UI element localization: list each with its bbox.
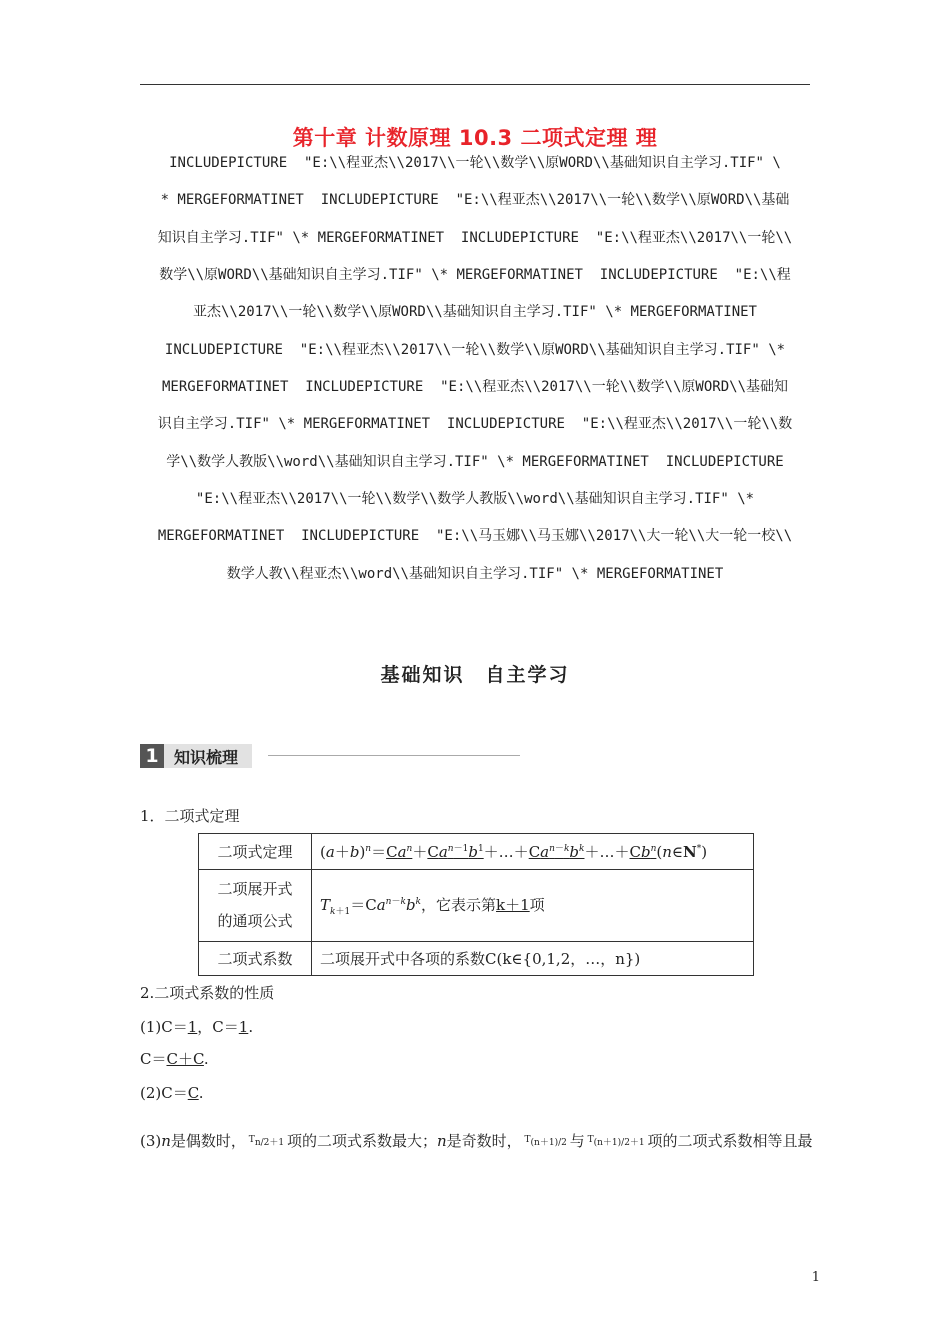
property-3: (3)n是偶数时， $T_{n/2+1}$ 项的二项式系数最大；n是奇数时， $T_{(n+1)/2}$ 与 $T_{(n+1)/2+1}$ 项的二项式系数相等且最 <box>140 1132 813 1150</box>
field-code-line: 数学人教\\程亚杰\\word\\基础知识自主学习.TIF" \* MERGEFORMATINET <box>226 566 724 582</box>
p2-end: . <box>198 1084 204 1102</box>
page-title: 第十章 计数原理 10.3 二项式定理 理 <box>292 126 658 150</box>
middle-term-even: $T_{n/2+1}$ <box>245 1134 285 1148</box>
row1-label: 二项式定理 <box>199 834 312 870</box>
table-row <box>199 834 754 870</box>
row2-unit: 项 <box>529 896 545 914</box>
field-code-line: 亚杰\\2017\\一轮\\数学\\原WORD\\基础知识自主学习.TIF" \* MERGEFORMATINET <box>192 304 757 320</box>
table-row <box>199 870 754 942</box>
p3-a: (3) <box>140 1132 162 1150</box>
page-number: 1 <box>811 1270 820 1285</box>
field-code-line: * MERGEFORMATINET INCLUDEPICTURE "E:\\程亚杰\\2017\\一轮\\数学\\原WORD\\基础 <box>160 192 790 208</box>
property-1 <box>140 1016 253 1037</box>
field-code-line: MERGEFORMATINET INCLUDEPICTURE "E:\\马玉娜\\马玉娜\\2017\\大一轮\\大一轮一校\\ <box>157 528 793 544</box>
p3-c: 项的二项式系数最大； <box>286 1132 437 1150</box>
field-code-line: "E:\\程亚杰\\2017\\一轮\\数学\\数学人教版\\word\\基础知识自主学习.TIF" \* <box>195 491 755 507</box>
p1b-prefix: C＝ <box>140 1050 167 1068</box>
row2-label <box>199 870 312 942</box>
p1-end: . <box>248 1018 254 1036</box>
item1-heading: 1．二项式定理 <box>140 807 240 825</box>
field-code-line: 识自主学习.TIF" \* MERGEFORMATINET INCLUDEPICTURE "E:\\程亚杰\\2017\\一轮\\数 <box>157 416 793 432</box>
row2-label-line2: 的通项公式 <box>217 911 293 930</box>
binomial-theorem-table <box>198 833 754 976</box>
row2-text: ，它表示第 <box>421 896 497 914</box>
badge-label: 知识梳理 <box>164 744 252 768</box>
section-badge <box>140 744 252 768</box>
p2-value: C <box>187 1084 199 1102</box>
p3-e: 与 <box>569 1132 585 1150</box>
field-code-line: 知识自主学习.TIF" \* MERGEFORMATINET INCLUDEPICTURE "E:\\程亚杰\\2017\\一轮\\ <box>157 230 793 246</box>
field-code-line: MERGEFORMATINET INCLUDEPICTURE "E:\\程亚杰\\2017\\一轮\\数学\\原WORD\\基础知 <box>161 379 788 395</box>
row3-value: 二项展开式中各项的系数C(k∈{0,1,2，…，n}) <box>312 942 754 976</box>
p1-prefix: (1)C＝ <box>140 1018 188 1036</box>
p1-value-a: 1 <box>187 1018 198 1036</box>
p1b-value: C＋C <box>166 1050 204 1068</box>
p3-f: 项的二项式系数相等且最 <box>647 1132 813 1150</box>
field-code-line: INCLUDEPICTURE "E:\\程亚杰\\2017\\一轮\\数学\\原WORD\\基础知识自主学习.TIF" \ <box>169 155 781 171</box>
middle-term-odd-1: $T_{(n+1)/2}$ <box>521 1134 567 1148</box>
item2-heading: 2.二项式系数的性质 <box>140 984 275 1002</box>
p3-b: 是偶数时， <box>170 1132 246 1150</box>
p2-prefix: (2)C＝ <box>140 1084 188 1102</box>
p1-value-b: 1 <box>238 1018 249 1036</box>
property-2 <box>140 1082 203 1103</box>
p1b-end: . <box>203 1050 209 1068</box>
row3-label: 二项式系数 <box>199 942 312 976</box>
field-code-line: INCLUDEPICTURE "E:\\程亚杰\\2017\\一轮\\数学\\原WORD\\基础知识自主学习.TIF" \* <box>164 342 786 358</box>
property-1b <box>140 1048 209 1069</box>
top-rule <box>140 84 810 85</box>
field-code-line: 学\\数学人教版\\word\\基础知识自主学习.TIF" \* MERGEFORMATINET INCLUDEPICTURE <box>166 454 784 470</box>
row2-label-line1: 二项展开式 <box>217 880 293 898</box>
field-code-line: 数学\\原WORD\\基础知识自主学习.TIF" \* MERGEFORMATINET INCLUDEPICTURE "E:\\程 <box>159 267 791 283</box>
row2-term: k＋1 <box>496 896 530 914</box>
p3-d: 是奇数时， <box>446 1132 522 1150</box>
middle-term-odd-2: $T_{(n+1)/2+1}$ <box>584 1134 645 1148</box>
p1-mid: ，C＝ <box>197 1018 239 1036</box>
row1-formula: $(a+b)^n=Ca^n+Ca^{n-1}b^1+\dots+Ca^{n-k}b^k+\dots+Cb^n(n\in N^*)$ <box>312 834 754 870</box>
badge-number: 1 <box>140 744 164 768</box>
table-row <box>199 942 754 976</box>
badge-rule <box>268 755 520 756</box>
row2-formula: $T_{k+1}=Ca^{n-k}b^k$，它表示第k＋1项 <box>312 870 754 942</box>
section-title: 基础知识 自主学习 <box>380 664 570 686</box>
